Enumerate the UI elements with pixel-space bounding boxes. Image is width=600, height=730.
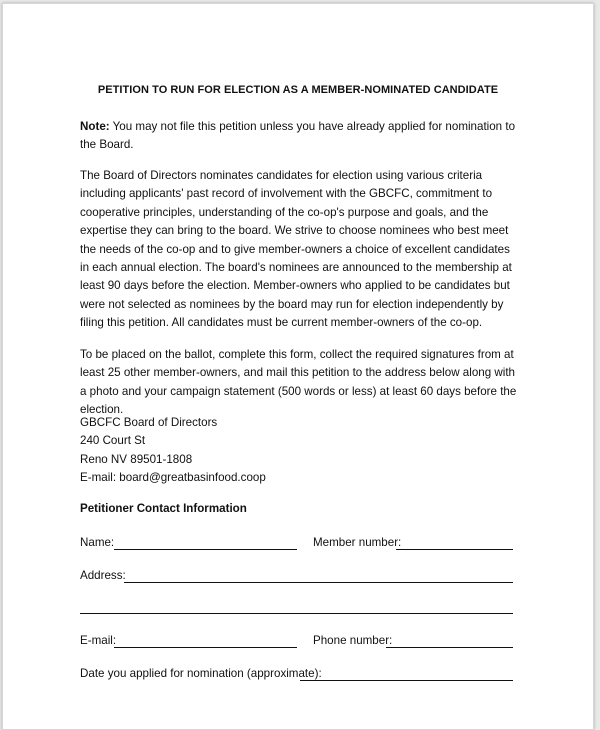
member-number-field[interactable] bbox=[396, 549, 513, 550]
phone-number-label: Phone number: bbox=[313, 634, 393, 647]
phone-number-field[interactable] bbox=[386, 647, 513, 648]
address-line-city: Reno NV 89501-1808 bbox=[80, 452, 193, 466]
nomination-date-label: Date you applied for nomination (approximate): bbox=[80, 667, 322, 680]
address-line-street: 240 Court St bbox=[80, 434, 146, 448]
address-line-email: E-mail: board@greatbasinfood.coop bbox=[80, 471, 266, 485]
member-number-label: Member number: bbox=[313, 536, 402, 549]
address-field-line-2[interactable] bbox=[80, 613, 513, 614]
address-line-org: GBCFC Board of Directors bbox=[80, 416, 218, 429]
email-field[interactable] bbox=[114, 647, 297, 648]
note-paragraph bbox=[80, 118, 520, 155]
contact-section-title: Petitioner Contact Information bbox=[80, 502, 247, 515]
nomination-date-field[interactable] bbox=[300, 680, 513, 681]
address-label: Address: bbox=[80, 569, 126, 582]
note-text: You may not file this petition unless you have already applied for nomination to the Board. bbox=[80, 120, 516, 152]
name-label: Name: bbox=[80, 536, 115, 549]
document-title: PETITION TO RUN FOR ELECTION AS A MEMBER-NOMINATED CANDIDATE bbox=[97, 84, 499, 96]
mailing-address bbox=[80, 414, 266, 488]
ballot-paragraph: To be placed on the ballot, complete this form, collect the required signatures from at least 25 other member-owners, and mail this petition to the address below along with a photo and your campaign statement (500 words or less) at least 60 days before the election. bbox=[80, 348, 517, 417]
address-field-line-1[interactable] bbox=[124, 582, 513, 583]
name-field[interactable] bbox=[114, 549, 297, 550]
email-label: E-mail: bbox=[80, 634, 117, 647]
note-label: Note: bbox=[80, 120, 110, 133]
board-paragraph: The Board of Directors nominates candidates for election using various criteria including applicants' past record of involvement with the GBCFC, commitment to cooperative principles, understanding of the co-op's purpose and goals, and the expertise they can bring to the board. We strive to choose nominees who best meet the needs of the co-op and to give member-owners a choice of excellent candidates in each annual election. The board's nominees are announced to the membership at least 90 days before the election. Member-owners who applied to be candidates but were not selected as nominees by the board may run for election independently by filing this petition. All candidates must be current member-owners of the co-op. bbox=[80, 169, 512, 330]
document-page bbox=[2, 3, 594, 730]
